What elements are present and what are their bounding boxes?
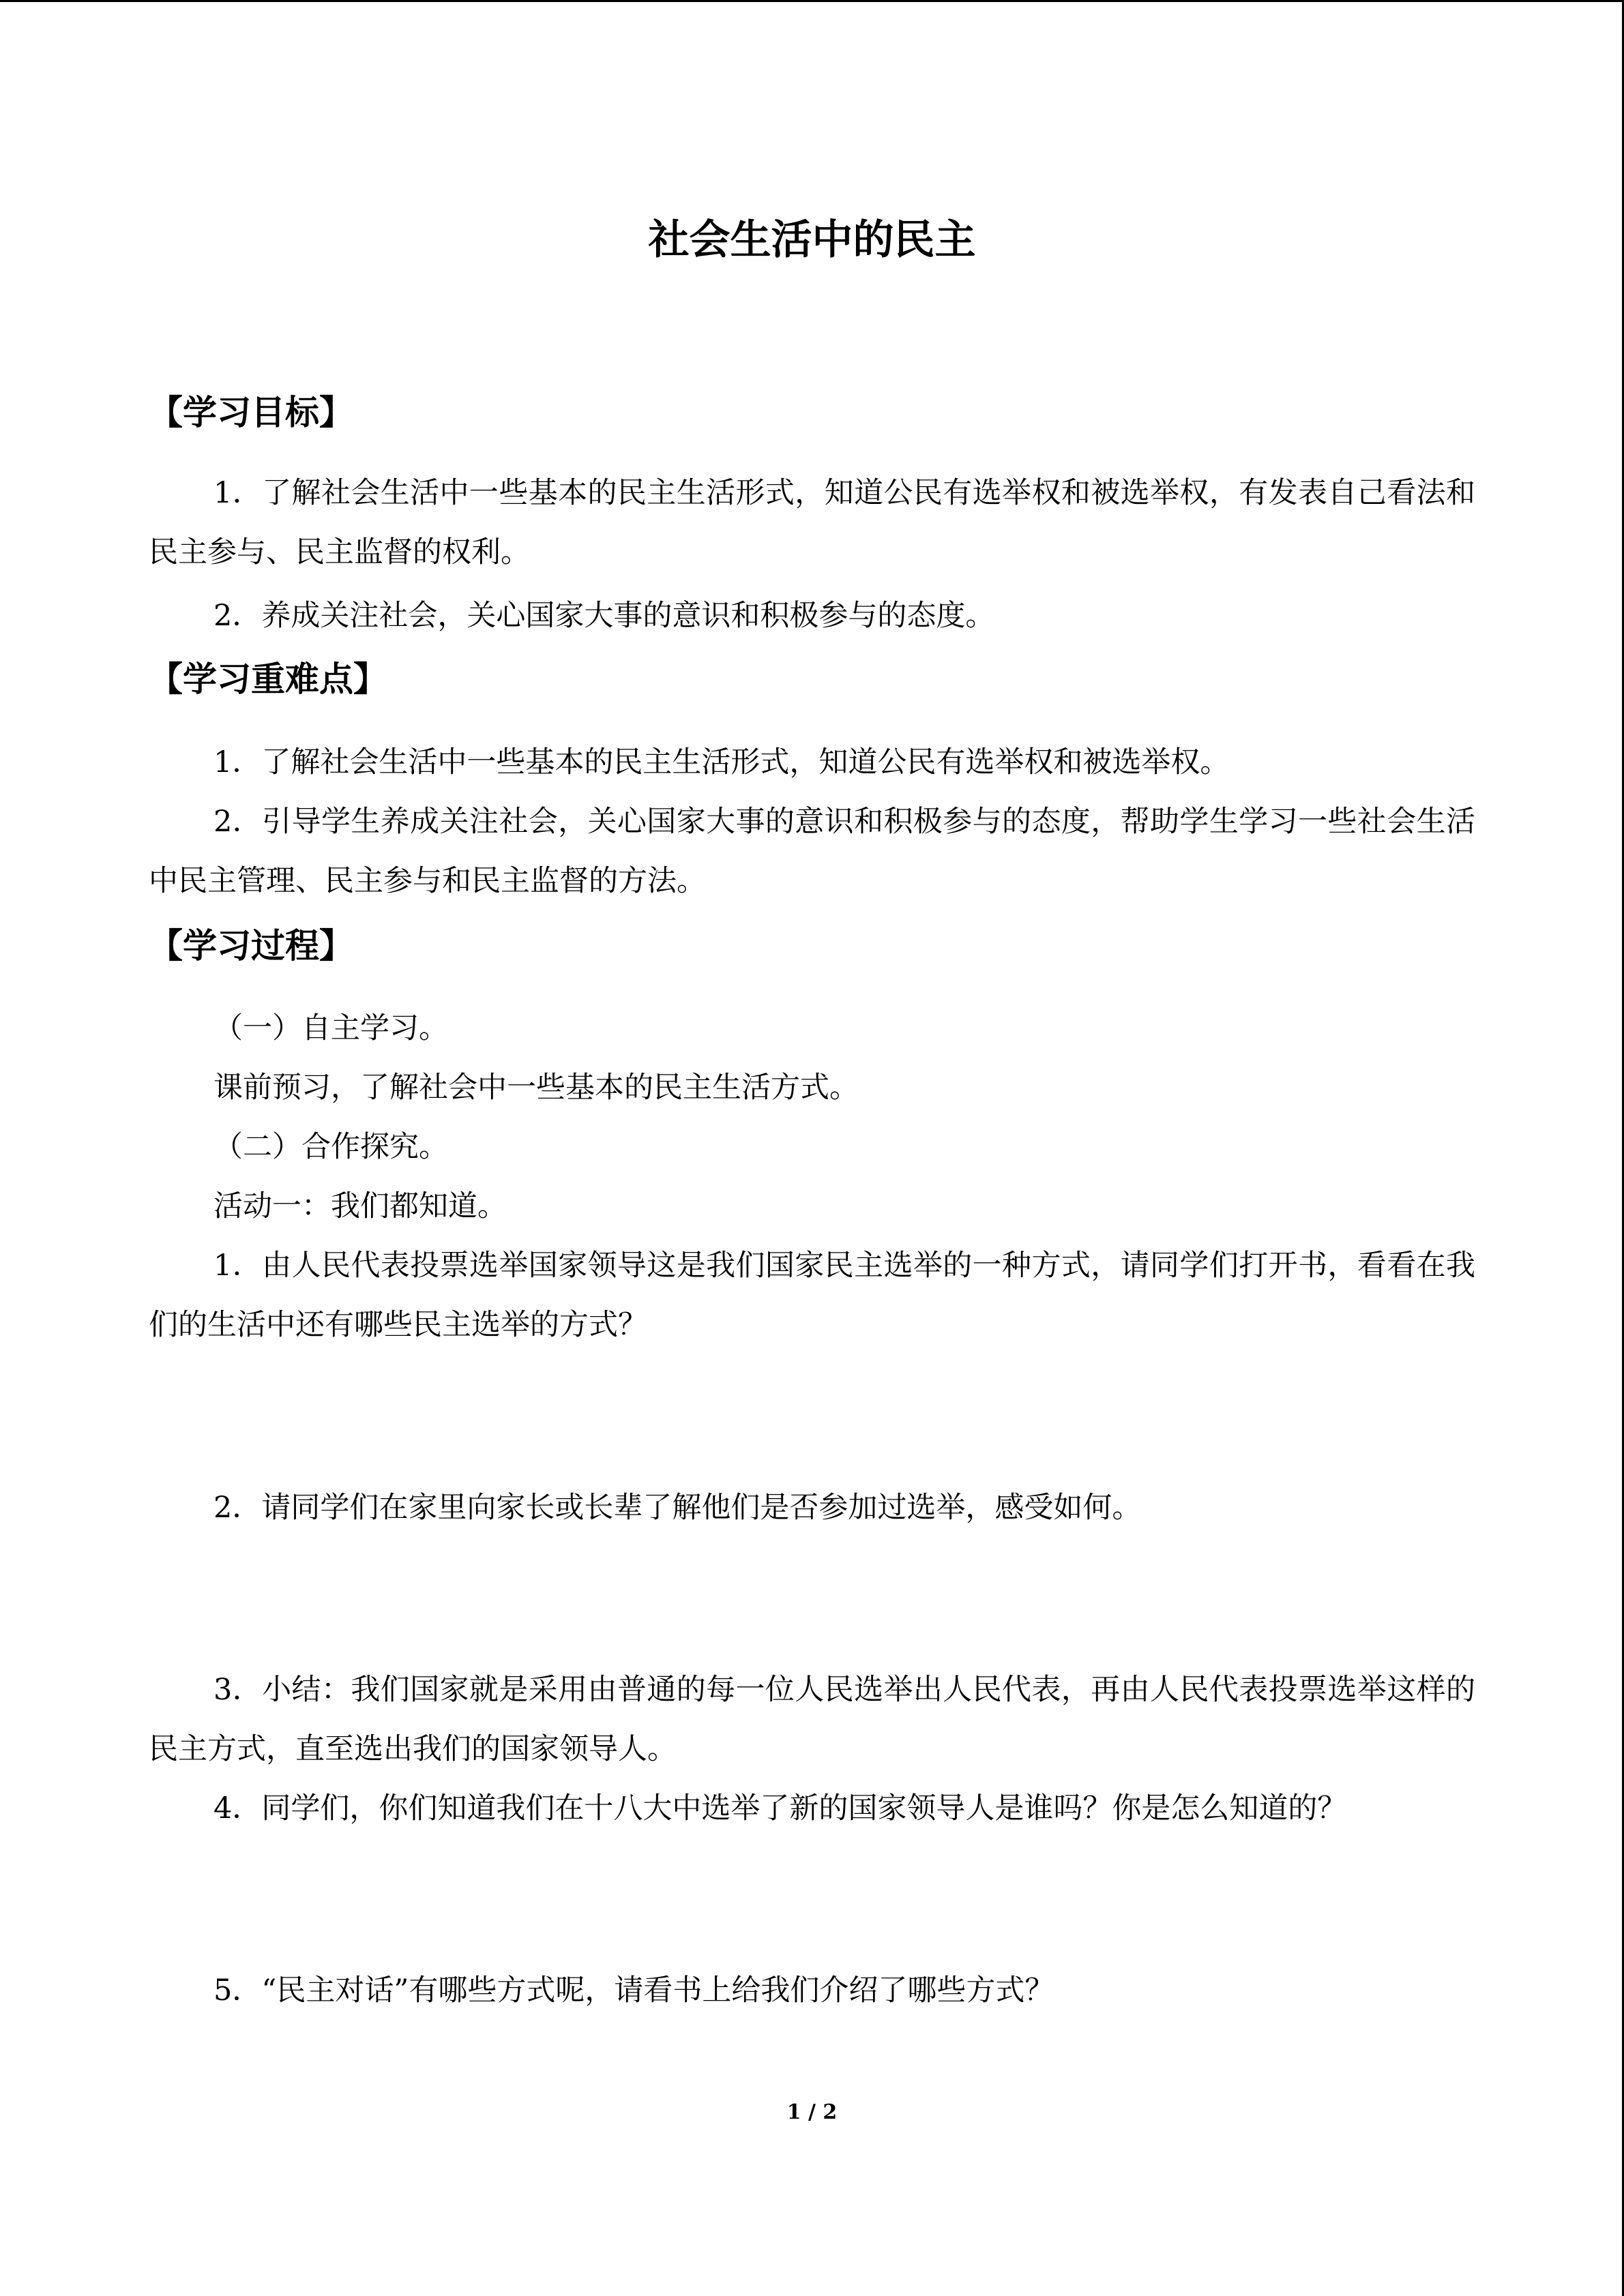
key-points-item-2: 2．引导学生养成关注社会，关心国家大事的意识和积极参与的态度，帮助学生学习一些社会生活中民主管理、民主参与和民主监督的方法。 <box>149 805 1475 898</box>
process-item-question-4: 4．同学们，你们知道我们在十八大中选举了新的国家领导人是谁吗？你是怎么知道的？ <box>213 1791 1347 1825</box>
goals-item-2: 2．养成关注社会，关心国家大事的意识和积极参与的态度。 <box>213 599 995 633</box>
process-item-cooperation: （二）合作探究。 <box>213 1130 448 1164</box>
section-heading-goals: 【学习目标】 <box>149 393 353 432</box>
process-item-summary: 3．小结：我们国家就是采用由普通的每一位人民选举出人民代表，再由人民代表投票选举这样的民主方式，直至选出我们的国家领导人。 <box>149 1673 1475 1766</box>
process-item-question-2: 2．请同学们在家里向家长或长辈了解他们是否参加过选举，感受如何。 <box>213 1491 1142 1525</box>
section-heading-process: 【学习过程】 <box>149 926 353 966</box>
section-heading-key-points: 【学习重难点】 <box>149 659 387 699</box>
document-title: 社会生活中的民主 <box>648 216 976 264</box>
process-item-question-5: 5．“民主对话”有哪些方式呢，请看书上给我们介绍了哪些方式？ <box>213 1973 1054 2008</box>
process-item-preview: 课前预习，了解社会中一些基本的民主生活方式。 <box>213 1071 859 1105</box>
process-item-self-study: （一）自主学习。 <box>213 1011 448 1045</box>
goals-item-1: 1．了解社会生活中一些基本的民主生活形式，知道公民有选举权和被选举权，有发表自己看法和民主参与、民主监督的权利。 <box>149 476 1475 569</box>
process-item-question-1: 1．由人民代表投票选举国家领导这是我们国家民主选举的一种方式，请同学们打开书，看看在我们的生活中还有哪些民主选举的方式？ <box>149 1249 1475 1342</box>
key-points-item-1: 1．了解社会生活中一些基本的民主生活形式，知道公民有选举权和被选举权。 <box>213 745 1230 779</box>
page-number: 1 / 2 <box>786 2100 838 2124</box>
process-item-activity-one: 活动一：我们都知道。 <box>213 1189 507 1223</box>
